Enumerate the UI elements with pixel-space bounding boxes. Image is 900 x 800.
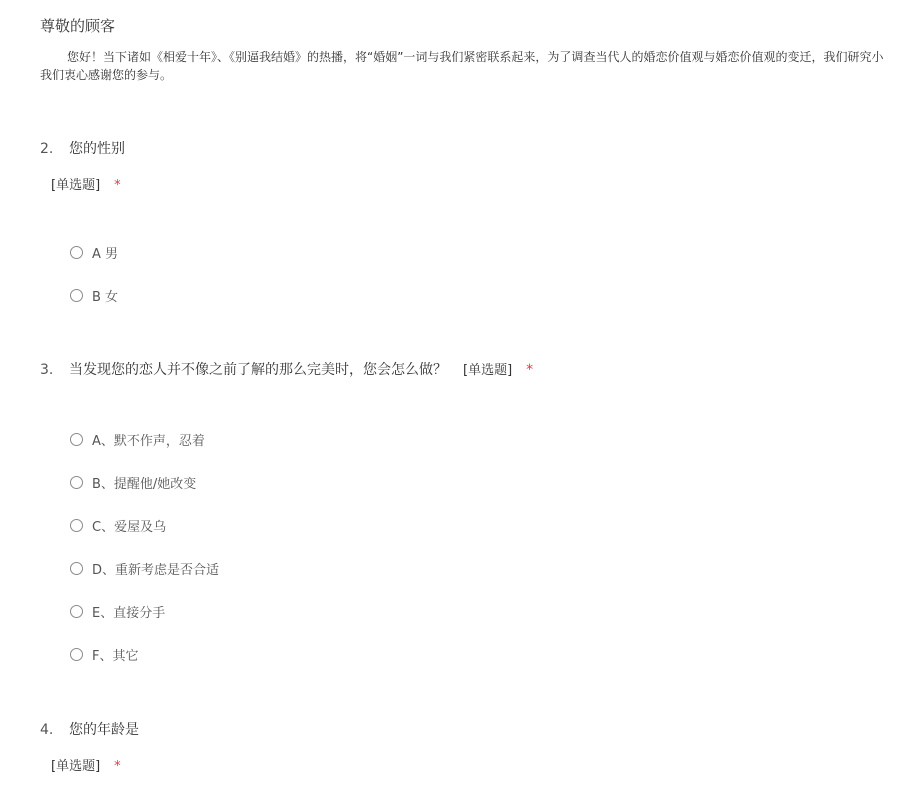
- radio-button[interactable]: [70, 289, 83, 302]
- intro-paragraph: [40, 48, 900, 84]
- intro-line-2: 我们衷心感谢您的参与。: [40, 68, 173, 82]
- required-mark: *: [526, 362, 534, 378]
- option-label: C、爱屋及乌: [92, 519, 167, 535]
- question-2-heading: [40, 138, 125, 158]
- greeting-title: 尊敬的顾客: [40, 17, 116, 35]
- option-label: B、提醒他/她改变: [92, 476, 197, 492]
- option-q3-e[interactable]: [70, 601, 165, 621]
- question-number: 4.: [40, 722, 54, 738]
- option-label: E、直接分手: [92, 605, 166, 621]
- radio-button[interactable]: [70, 476, 83, 489]
- radio-button[interactable]: [70, 246, 83, 259]
- radio-button[interactable]: [70, 519, 83, 532]
- option-label: A、默不作声，忍着: [92, 433, 205, 449]
- question-number: 2.: [40, 141, 54, 157]
- option-q3-d[interactable]: [70, 558, 219, 578]
- question-3-heading: [40, 359, 533, 379]
- option-q3-b[interactable]: [70, 472, 196, 492]
- question-type-label: [单选题]: [463, 363, 513, 378]
- option-q2-b[interactable]: [70, 285, 118, 305]
- option-q3-f[interactable]: [70, 644, 138, 664]
- option-q2-a[interactable]: [70, 242, 118, 262]
- radio-button[interactable]: [70, 562, 83, 575]
- required-mark: *: [114, 759, 121, 774]
- radio-button[interactable]: [70, 605, 83, 618]
- option-q3-c[interactable]: [70, 515, 166, 535]
- option-q3-a[interactable]: [70, 429, 205, 449]
- question-title: 您的年龄是: [69, 722, 139, 738]
- option-label: D、重新考虑是否合适: [92, 562, 220, 578]
- required-mark: *: [114, 178, 121, 193]
- radio-button[interactable]: [70, 433, 83, 446]
- option-label: B 女: [92, 289, 119, 305]
- intro-line-1: 您好！当下诸如《相爱十年》、《别逼我结婚》的热播，将“婚姻”一词与我们紧密联系起来，为了调查当代人的婚恋价值观与婚恋价值观的变迁，我们研究小: [67, 50, 884, 64]
- question-2-type: [51, 174, 121, 193]
- option-label: A 男: [92, 246, 119, 262]
- question-4-heading: [40, 719, 139, 739]
- question-title: 当发现您的恋人并不像之前了解的那么完美时，您会怎么做？: [69, 362, 447, 378]
- radio-button[interactable]: [70, 648, 83, 661]
- question-type-label: [单选题]: [51, 178, 101, 193]
- option-label: F、其它: [92, 648, 139, 664]
- question-title: 您的性别: [69, 141, 125, 157]
- question-number: 3.: [40, 362, 54, 378]
- question-4-type: [51, 755, 121, 774]
- question-type-label: [单选题]: [51, 759, 101, 774]
